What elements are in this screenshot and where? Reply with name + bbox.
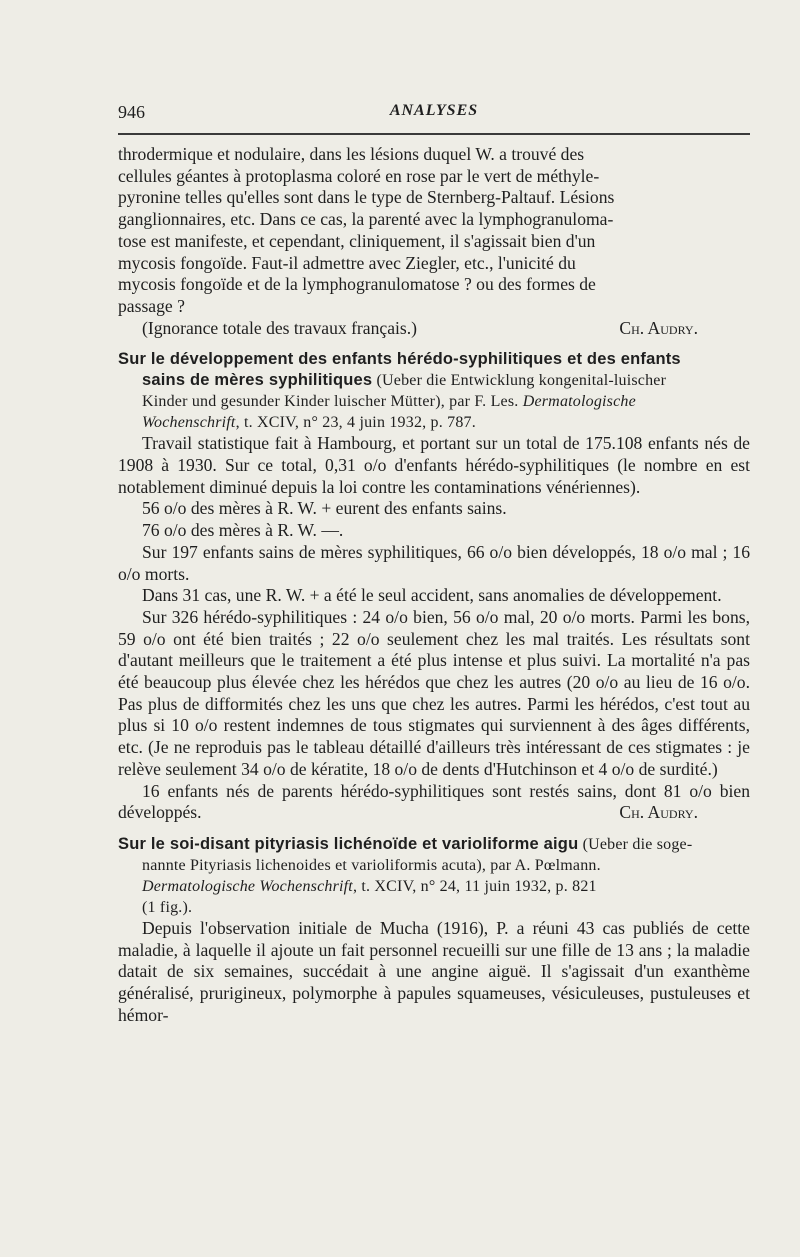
paragraph: Sur 326 hérédo-syphilitiques : 24 o/o bien, 56 o/o mal, 20 o/o morts. Parmi les bons, 59 o/o ont été bien traités ; 22 o/o seulement chez les mal traités. Les résultats sont d'autant meilleurs que le traitement a été plus intense et plus suivi. La mortalité n'a pas été beaucoup plus élevée chez les hérédos que chez les autres (20 o/o au lieu de 16 o/o. Pas plus de difformités chez les uns que chez les autres. Parmi les hérédos, c'est tout au plus si 10 o/o restent indemnes de tous stigmates qui surviennent à des âges différents, etc. (Je ne reproduis pas le tableau détaillé d'ailleurs très intéressant de ces stigmates : je relève seulement 34 o/o de kératite, 18 o/o de dents d'Hutchinson et 4 o/o de surdité.) [118, 606, 750, 779]
paragraph: Travail statistique fait à Hambourg, et portant sur un total de 175.108 enfants nés de 1908 à 1930. Sur ce total, 0,31 o/o d'enfants hérédo-syphilitiques (le nombre en est notablement diminué depuis la loi contre les contaminations vénériennes). [118, 433, 750, 497]
running-title: ANALYSES [389, 102, 479, 119]
journal-name: Dermatologische Wochenschrift [142, 877, 353, 895]
paragraph: 76 o/o des mères à R. W. —. [142, 520, 344, 541]
paragraph: Sur 197 enfants sains de mères syphilitiques, 66 o/o bien développés, 18 o/o mal ; 16 o/o morts. [118, 541, 750, 584]
citation: , t. XCIV, n° 23, 4 juin 1932, p. 787. [235, 414, 476, 432]
journal-name: Dermatologische [522, 393, 636, 411]
paragraph: 56 o/o des mères à R. W. + eurent des enfants sains. [142, 498, 507, 519]
abstract-title [118, 834, 750, 918]
text-line: pyronine telles qu'elles sont dans le type de Sternberg-Paltauf. Lésions [118, 187, 615, 208]
author-signature: Ch. Audry. [619, 317, 698, 338]
last-paragraph: 16 enfants nés de parents hérédo-syphilitiques sont restés sains, dont 81 o/o bien développés. [118, 780, 750, 823]
text-line: cellules géantes à protoplasma coloré en rose par le vert de méthyle- [118, 165, 600, 186]
text-line: throdermique et nodulaire, dans les lésions duquel W. a trouvé des [118, 144, 585, 164]
text-line: tose est manifeste, et cependant, cliniquement, il s'agissait bien d'un [118, 230, 596, 251]
german-title: (Ueber die Entwicklung kongenital-luischer [372, 372, 667, 390]
title-line [118, 391, 750, 412]
text-line: passage ? [118, 295, 185, 316]
paragraph: Depuis l'observation initiale de Mucha (1916), P. a réuni 43 cas publiés de cette maladie, à laquelle il ajoute un fait personnel recueilli sur une fille de 13 ans ; la maladie datait de six semaines, succédait à une angine aiguë. Il s'agissait d'un exanthème généralisé, prurigineux, polymorphe à papules squameuses, vésiculeuses, pustuleuses et hémor- [118, 917, 750, 1025]
text-line: ganglionnaires, etc. Dans ce cas, la parenté avec la lymphogranuloma- [118, 209, 614, 230]
abstract-title [118, 349, 750, 433]
closing-remark: (Ignorance totale des travaux français.) [142, 317, 418, 338]
text-line: mycosis fongoïde. Faut-il admettre avec Ziegler, etc., l'unicité du [118, 252, 576, 273]
article-title: Sur le soi-disant pityriasis lichénoïde et varioliforme aigu [118, 834, 579, 853]
title-line [118, 876, 750, 897]
abstract-2 [118, 834, 750, 1027]
header-rule [118, 133, 750, 135]
title-line [118, 834, 750, 855]
journal-name-cont: Wochenschrift [142, 414, 236, 432]
citation: , t. XCIV, n° 24, 11 juin 1932, p. 821 [352, 877, 597, 895]
german-title-cont: Kinder und gesunder Kinder luischer Mütter), par F. Les. [142, 393, 523, 411]
title-line [118, 370, 750, 391]
author-signature: Ch. Audry. [619, 802, 698, 823]
paragraph [118, 781, 750, 824]
page-body [118, 144, 750, 1027]
text-line: mycosis fongoïde et de la lymphogranulomatose ? ou des formes de [118, 274, 596, 295]
paragraph: Dans 31 cas, une R. W. + a été le seul accident, sans anomalies de développement. [142, 585, 722, 606]
figure-count: (1 fig.). [142, 898, 193, 916]
german-title: (Ueber die soge- [578, 835, 693, 853]
title-line [118, 412, 750, 433]
article-title: Sur le développement des enfants hérédo-syphilitiques et des enfants [118, 350, 681, 369]
german-title-cont: nannte Pityriasis lichenoides et varioliformis acuta), par A. Pœlmann. [142, 856, 601, 874]
page-header [118, 102, 750, 126]
abstract-1 [118, 349, 750, 824]
closing-line [118, 318, 750, 340]
article-title-cont: sains de mères syphilitiques [142, 371, 373, 390]
page-number: 946 [118, 102, 145, 122]
intro-continuation [118, 144, 750, 339]
